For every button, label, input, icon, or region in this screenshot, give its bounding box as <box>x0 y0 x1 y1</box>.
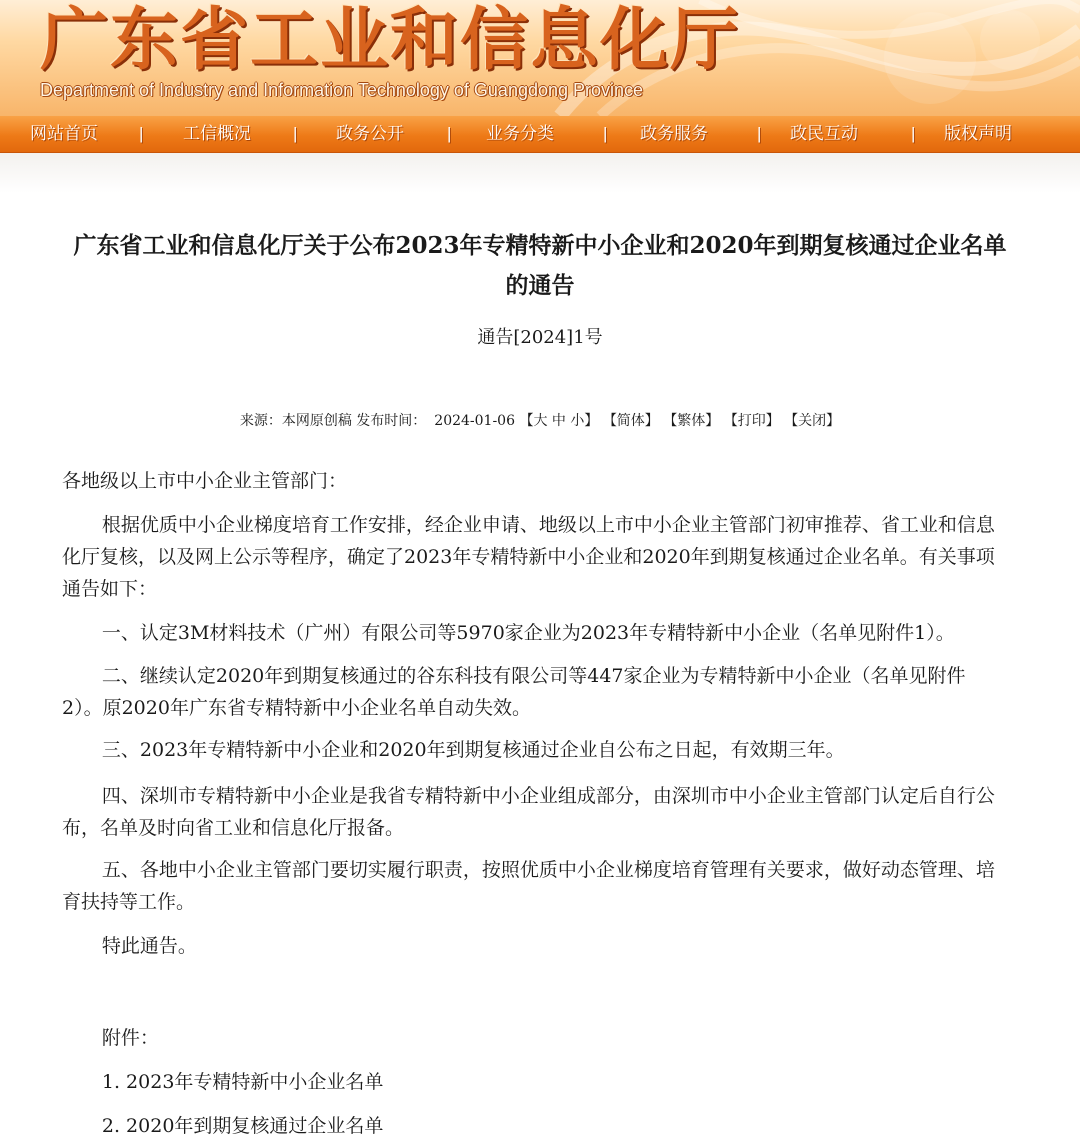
paragraph-item-5: 五、各地中小企业主管部门要切实履行职责，按照优质中小企业梯度培育管理有关要求，做好动态管理、培育扶持等工作。 <box>62 859 995 913</box>
nav-item-interaction[interactable]: 政民互动 <box>790 124 858 143</box>
publish-date-label: 发布时间： <box>356 413 427 429</box>
nav-separator: | <box>139 124 144 143</box>
nav-separator: | <box>293 124 298 143</box>
close-button[interactable]: 【关闭】 <box>784 413 841 429</box>
nav-item-copyright[interactable]: 版权声明 <box>944 124 1012 143</box>
attachments-label: 附件： <box>101 1027 159 1049</box>
site-title-logo: 广东省工业和信息化厅 <box>40 1 741 80</box>
simplified-chinese-button[interactable]: 【简体】 <box>602 413 659 429</box>
traditional-chinese-button[interactable]: 【繁体】 <box>663 413 720 429</box>
font-size-toggle[interactable]: 【大 中 小】 <box>519 413 599 429</box>
paragraph-item-4: 四、深圳市专精特新中小企业是我省专精特新中小企业组成部分，由深圳市中小企业主管部门认定后自行公布，名单及时向省工业和信息化厅报备。 <box>62 785 995 839</box>
article-meta-bar <box>0 409 1080 433</box>
nav-item-home[interactable]: 网站首页 <box>30 124 98 143</box>
source-value: 本网原创稿 <box>281 413 352 429</box>
attachment-link-2[interactable]: 2. 2020年到期复核通过企业名单 <box>101 1115 384 1137</box>
salutation: 各地级以上市中小企业主管部门： <box>62 470 348 492</box>
paragraph-item-2: 二、继续认定2020年到期复核通过的谷东科技有限公司等447家企业为专精特新中小企业（名单见附件2）。原2020年广东省专精特新中小企业名单自动失效。 <box>62 665 966 719</box>
site-subtitle: Department of Industry and Information Technology of Guangdong Province <box>40 80 644 100</box>
article-title: 广东省工业和信息化厅关于公布2023年专精特新中小企业和2020年到期复核通过企业名单的通告 <box>73 232 1007 299</box>
closing-statement: 特此通告。 <box>101 935 197 957</box>
nav-item-business-categories[interactable]: 业务分类 <box>486 124 554 143</box>
nav-item-government-affairs[interactable]: 政务公开 <box>336 124 404 143</box>
nav-item-gov-services[interactable]: 政务服务 <box>640 124 708 143</box>
nav-shadow <box>0 153 1080 193</box>
nav-separator: | <box>911 124 916 143</box>
print-button[interactable]: 【打印】 <box>723 413 780 429</box>
publish-date: 2024-01-06 <box>434 413 515 429</box>
attachment-link-1[interactable]: 1. 2023年专精特新中小企业名单 <box>101 1071 384 1093</box>
nav-item-overview[interactable]: 工信概况 <box>183 124 251 143</box>
paragraph-item-3: 三、2023年专精特新中小企业和2020年到期复核通过企业自公布之日起，有效期三年。 <box>101 739 845 761</box>
paragraph-intro: 根据优质中小企业梯度培育工作安排，经企业申请、地级以上市中小企业主管部门初审推荐、省工业和信息化厅复核，以及网上公示等程序，确定了2023年专精特新中小企业和2020年到期复核通过企业名单。有关事项通告如下： <box>62 514 995 600</box>
document-number: 通告[2024]1号 <box>477 327 603 348</box>
paragraph-item-1: 一、认定3M材料技术（广州）有限公司等5970家企业为2023年专精特新中小企业（名单见附件1）。 <box>101 622 955 644</box>
nav-separator: | <box>447 124 452 143</box>
main-nav-bar <box>0 116 1080 153</box>
source-label: 来源： <box>239 413 282 429</box>
nav-separator: | <box>603 124 608 143</box>
site-header-banner <box>0 0 1080 116</box>
nav-separator: | <box>757 124 762 143</box>
